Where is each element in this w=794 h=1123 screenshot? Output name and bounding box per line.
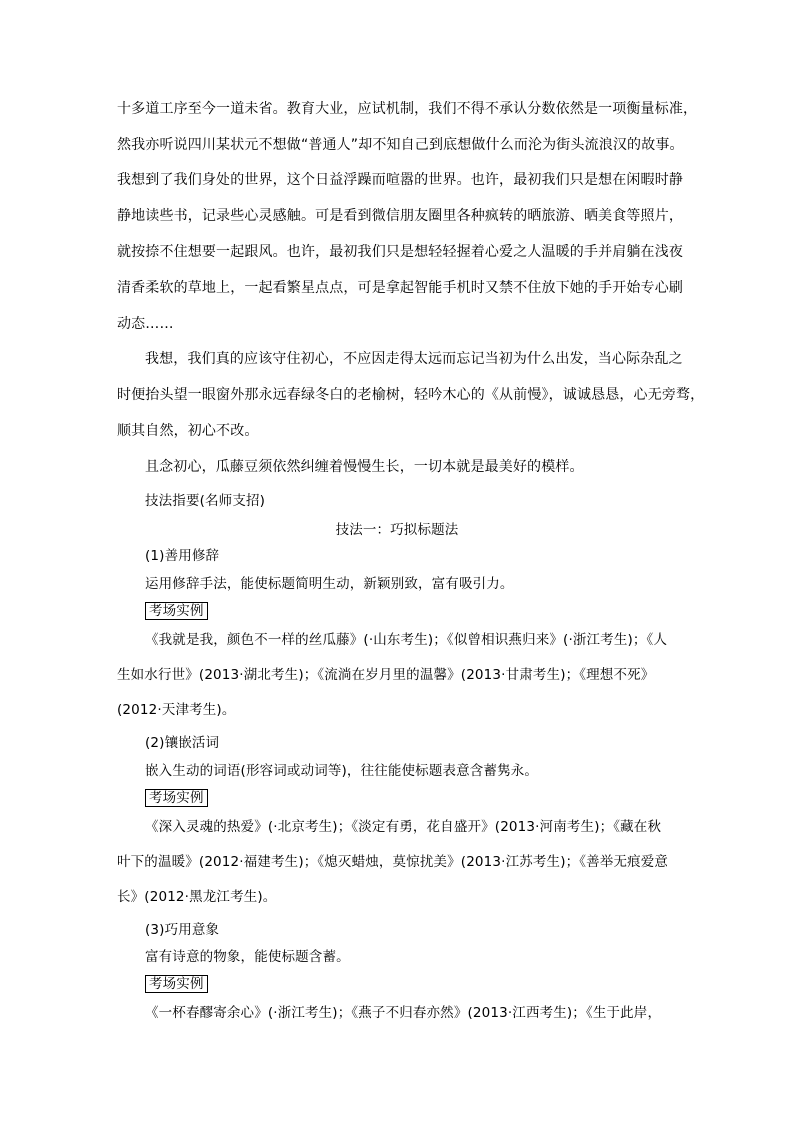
section-title: (1)善用修辞 [145, 548, 220, 564]
example-line: 叶下的温暖》(2012·福建考生)；《熄灭蜡烛，莫惊扰美》(2013·江苏考生)；《善举无痕爱意 [117, 854, 669, 870]
section-desc: 嵌入生动的词语(形容词或动词等)，往往能使标题表意含蓄隽永。 [145, 763, 539, 779]
essay-line: 顺其自然，初心不改。 [117, 423, 259, 439]
essay-closing-line: 且念初心，瓜藤豆须依然纠缠着慢慢生长，一切本就是最美好的模样。 [145, 459, 584, 475]
example-line: 《深入灵魂的热爱》(·北京考生)；《淡定有勇，花自盛开》(2013·河南考生)；《藏在秋 [145, 819, 662, 835]
essay-line: 我想，我们真的应该守住初心，不应因走得太远而忘记当初为什么出发，当心际杂乱之 [145, 351, 683, 367]
example-label-row [145, 601, 685, 621]
example-label-row [145, 974, 685, 994]
example-line: 《我就是我，颜色不一样的丝瓜藤》(·山东考生)；《似曾相识燕归来》(·浙江考生)；《人 [145, 632, 668, 648]
section-title: (3)巧用意象 [145, 922, 220, 938]
example-label: 考场实例 [145, 602, 208, 620]
example-line: 长》(2012·黑龙江考生)。 [117, 889, 277, 905]
essay-line: 动态…… [117, 316, 174, 332]
example-label: 考场实例 [145, 975, 208, 993]
essay-line: 清香柔软的草地上，一起看繁星点点，可是拿起智能手机时又禁不住放下她的手开始专心刷 [117, 280, 683, 296]
example-line: 《一杯春醪寄余心》(·浙江考生)；《燕子不归春亦然》(2013·江西考生)；《生于此岸， [145, 1005, 662, 1021]
essay-line: 我想到了我们身处的世界，这个日益浮躁而喧嚣的世界。也许，最初我们只是想在闲暇时静 [117, 172, 683, 188]
section-desc: 富有诗意的物象，能使标题含蓄。 [145, 949, 350, 965]
section-title: (2)镶嵌活词 [145, 735, 220, 751]
essay-line: 然我亦听说四川某状元不想做“普通人”却不知自己到底想做什么而沦为街头流浪汉的故事。 [117, 137, 684, 153]
example-label-row [145, 788, 685, 808]
section-desc: 运用修辞手法，能使标题简明生动，新颖别致，富有吸引力。 [145, 576, 514, 592]
guide-heading: 技法指要(名师支招) [145, 493, 266, 509]
essay-line: 静地读些书，记录些心灵感触。可是看到微信朋友圈里各种疯转的晒旅游、晒美食等照片， [117, 208, 683, 224]
method-title: 技法一：巧拟标题法 [335, 522, 459, 538]
essay-line: 就按捺不住想要一起跟风。也许，最初我们只是想轻轻握着心爱之人温暖的手并肩躺在浅夜 [117, 244, 683, 260]
example-line: (2012·天津考生)。 [117, 702, 236, 718]
example-line: 生如水行世》(2013·湖北考生)；《流淌在岁月里的温馨》(2013·甘肃考生)；《理想不死》 [117, 667, 655, 683]
example-label: 考场实例 [145, 789, 208, 807]
essay-line: 时便抬头望一眼窗外那永远春绿冬白的老榆树，轻吟木心的《从前慢》，诚诚恳恳，心无旁骛， [117, 387, 705, 403]
essay-line: 十多道工序至今一道未省。教育大业，应试机制，我们不得不承认分数依然是一项衡量标准， [117, 101, 698, 117]
